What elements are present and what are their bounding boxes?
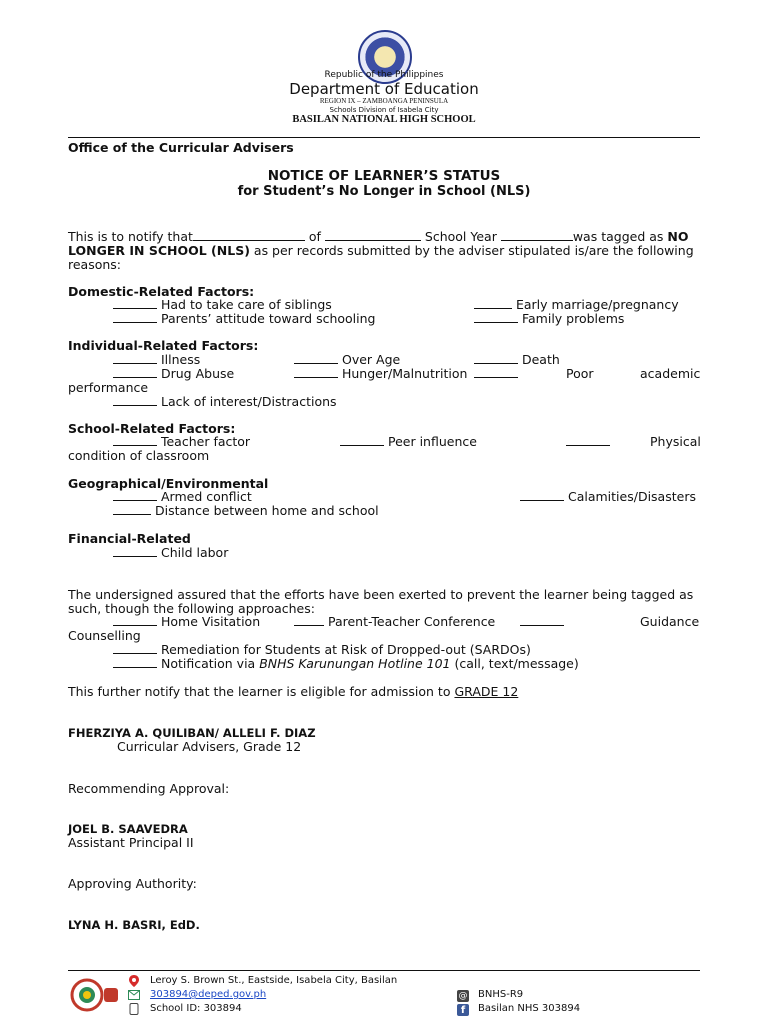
learner-name-blank[interactable]: [193, 229, 305, 241]
option-poor-performance[interactable]: [474, 366, 518, 381]
footer-facebook[interactable]: Basilan NHS 303894: [478, 1003, 581, 1014]
option-remediation[interactable]: Remediation for Students at Risk of Dropped-out (SARDOs): [113, 642, 531, 657]
option-notification[interactable]: Notification via BNHS Karunungan Hotline 101 (call, text/message): [113, 656, 579, 671]
footer-address: Leroy S. Brown St., Eastside, Isabela City, Basilan: [150, 975, 398, 986]
option-armed[interactable]: Armed conflict: [113, 489, 252, 504]
performance-label: performance: [68, 380, 149, 395]
at-sign-icon: @: [458, 991, 468, 1001]
location-pin-icon: [129, 975, 139, 987]
option-death[interactable]: Death: [474, 352, 560, 367]
department-title: Department of Education: [289, 80, 479, 98]
school-logo-icon: [70, 976, 122, 1014]
option-calamities[interactable]: Calamities/Disasters: [520, 489, 696, 504]
email-icon: [128, 990, 140, 1000]
undersigned-line-1: The undersigned assured that the efforts have been exerted to prevent the learner being tagged as: [68, 587, 694, 602]
undersigned-line-2: such, though the following approaches:: [68, 601, 315, 616]
school-year-blank[interactable]: [501, 229, 573, 241]
counselling-label: Counselling: [68, 628, 141, 643]
option-child-labor[interactable]: Child labor: [113, 545, 228, 560]
school-name: BASILAN NATIONAL HIGH SCHOOL: [292, 114, 476, 125]
academic-label: academic: [640, 366, 701, 381]
poor-label: Poor: [566, 366, 594, 381]
advisers-name: FHERZIYA A. QUILIBAN/ ALLELI F. DIAZ: [68, 726, 316, 740]
financial-heading: Financial-Related: [68, 531, 191, 546]
facebook-icon[interactable]: f: [457, 1004, 469, 1016]
option-home-visitation[interactable]: Home Visitation: [113, 614, 260, 629]
grade-section-blank[interactable]: [325, 229, 421, 241]
intro-line-2: LONGER IN SCHOOL (NLS) as per records submitted by the adviser stipulated is/are the following: [68, 243, 694, 258]
physical-label: Physical: [650, 434, 701, 449]
option-teacher[interactable]: Teacher factor: [113, 434, 250, 449]
school-heading: School-Related Factors:: [68, 421, 236, 436]
advisers-role: Curricular Advisers, Grade 12: [117, 739, 302, 754]
approving-label: Approving Authority:: [68, 876, 197, 891]
assistant-principal-role: Assistant Principal II: [68, 835, 194, 850]
header-divider: [68, 137, 700, 138]
intro-line-1: This is to notify that of School Year was tagged as NO: [68, 229, 689, 244]
option-parents[interactable]: Parents’ attitude toward schooling: [113, 311, 375, 326]
guidance-label: Guidance: [640, 614, 700, 629]
option-lack-interest[interactable]: Lack of interest/Distractions: [113, 394, 337, 409]
notice-subtitle: for Student’s No Longer in School (NLS): [237, 184, 531, 199]
footer-email-link[interactable]: 303894@deped.gov.ph: [150, 989, 267, 1000]
recommending-label: Recommending Approval:: [68, 781, 230, 796]
option-illness[interactable]: Illness: [113, 352, 200, 367]
option-overage[interactable]: Over Age: [294, 352, 400, 367]
office-label: Office of the Curricular Advisers: [68, 140, 294, 155]
geo-heading: Geographical/Environmental: [68, 476, 269, 491]
division-label: Schools Division of Isabela City: [329, 106, 439, 114]
republic-label: Republic of the Philippines: [324, 70, 444, 80]
assistant-principal-name: JOEL B. SAAVEDRA: [68, 822, 188, 836]
option-ptc[interactable]: Parent-Teacher Conference: [294, 614, 495, 629]
notice-title: NOTICE OF LEARNER’S STATUS: [267, 168, 501, 184]
footer-handle: BNHS-R9: [478, 989, 524, 1000]
option-peer[interactable]: Peer influence: [340, 434, 477, 449]
footer-school-id: School ID: 303894: [150, 1003, 242, 1014]
principal-name: LYNA H. BASRI, EdD.: [68, 918, 200, 932]
option-physical[interactable]: [566, 434, 610, 449]
eligibility-statement: This further notify that the learner is eligible for admission to GRADE 12: [68, 684, 519, 699]
intro-line-3: reasons:: [68, 257, 122, 272]
footer-divider: [68, 970, 700, 971]
option-drug[interactable]: Drug Abuse: [113, 366, 234, 381]
option-family[interactable]: Family problems: [474, 311, 624, 326]
region-label: REGION IX – ZAMBOANGA PENINSULA: [319, 97, 449, 105]
option-distance[interactable]: Distance between home and school: [113, 503, 379, 518]
option-guidance[interactable]: [520, 614, 564, 629]
individual-heading: Individual-Related Factors:: [68, 338, 259, 353]
option-siblings[interactable]: Had to take care of siblings: [113, 297, 332, 312]
option-marriage[interactable]: Early marriage/pregnancy: [474, 297, 679, 312]
option-hunger[interactable]: Hunger/Malnutrition: [294, 366, 467, 381]
domestic-heading: Domestic-Related Factors:: [68, 284, 255, 299]
condition-label: condition of classroom: [68, 448, 210, 463]
phone-icon: [129, 1003, 139, 1015]
